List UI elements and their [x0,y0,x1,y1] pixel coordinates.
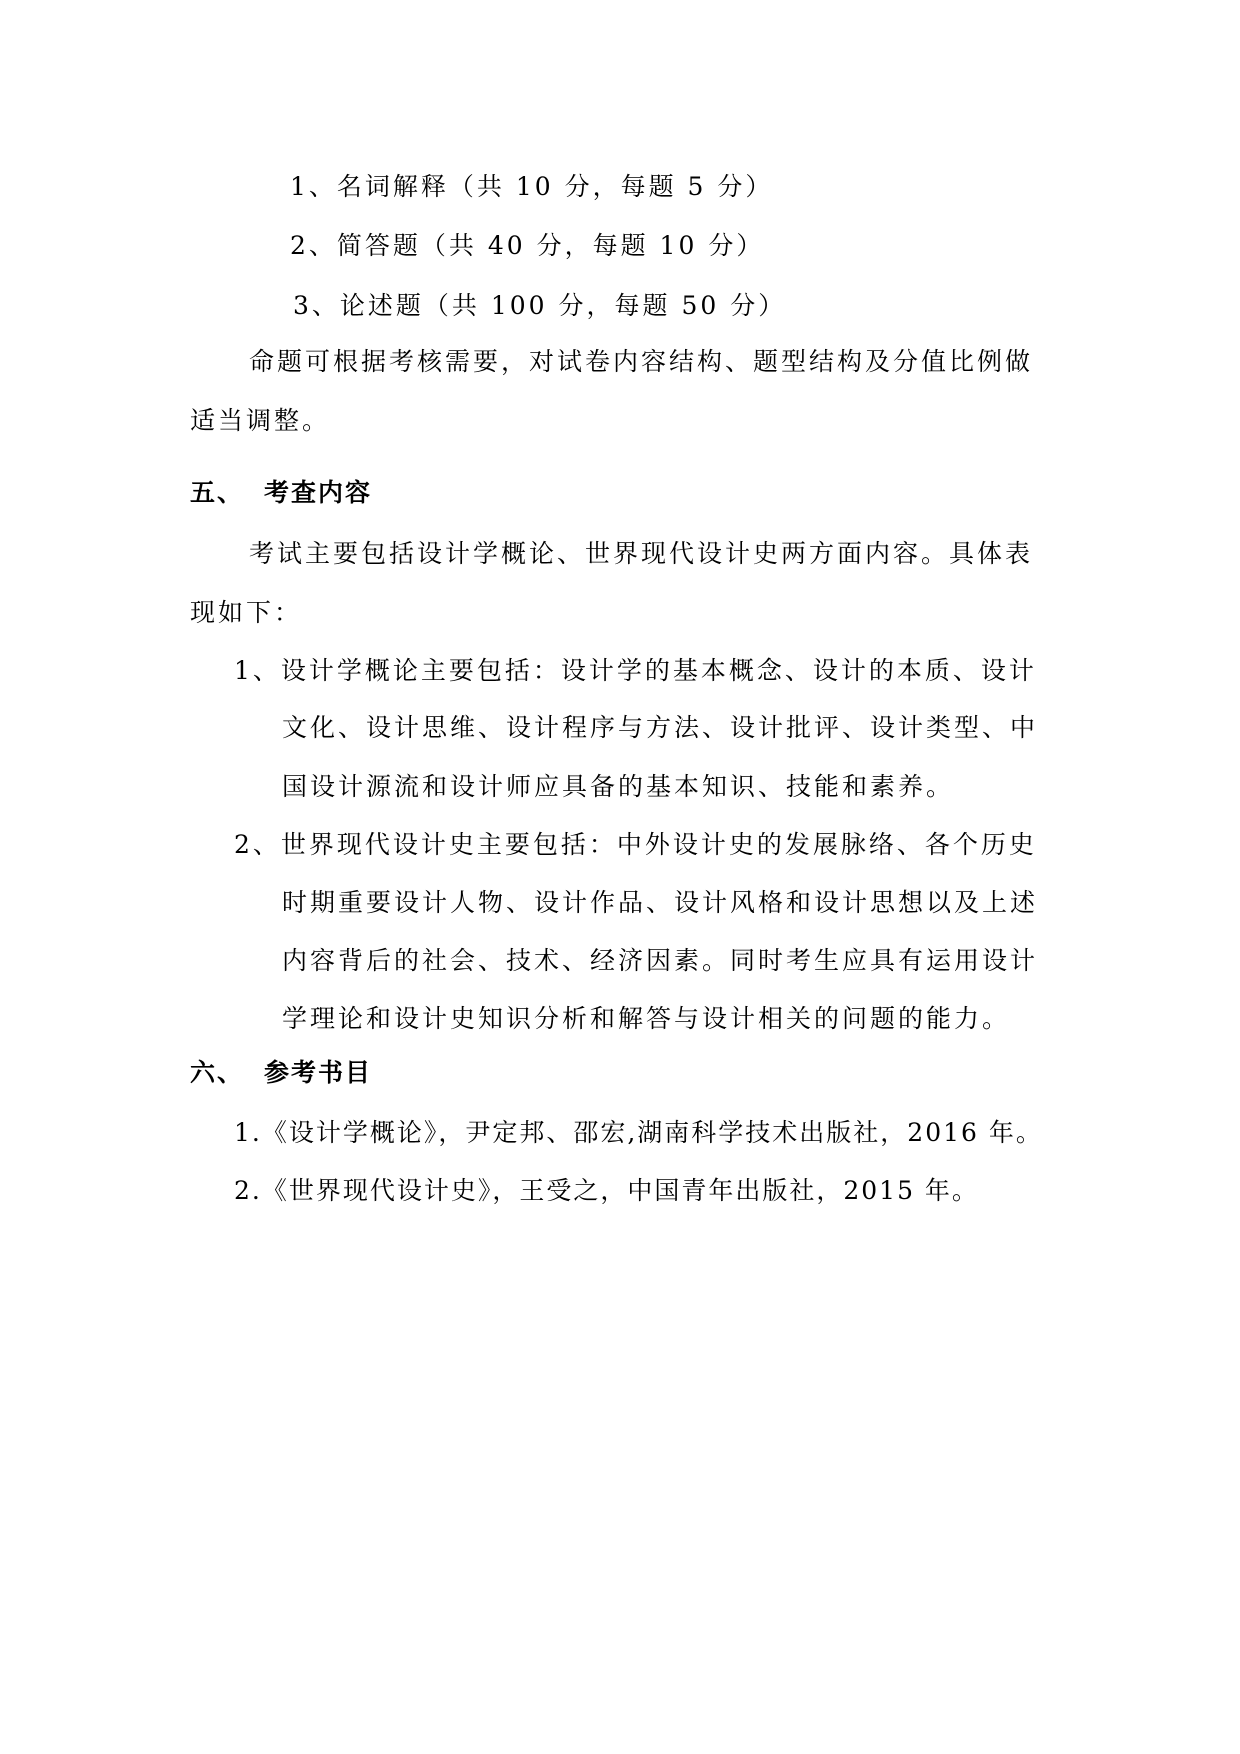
content-intro-line: 考试主要包括设计学概论、世界现代设计史两方面内容。具体表 [249,539,1034,568]
reference-item: 1.《设计学概论》，尹定邦、邵宏,湖南科学技术出版社，2016 年。 [234,1118,1043,1147]
reference-item: 2.《世界现代设计史》，王受之，中国青年出版社，2015 年。 [234,1176,979,1205]
format-note-line: 命题可根据考核需要，对试卷内容结构、题型结构及分值比例做 [249,347,1034,376]
section-title: 考查内容 [264,478,373,507]
content-item-line: 学理论和设计史知识分析和解答与设计相关的问题的能力。 [282,1004,1011,1033]
section-number: 五、 [190,478,245,507]
content-item-line: 国设计源流和设计师应具备的基本知识、技能和素养。 [282,772,955,801]
section-heading-references [190,1056,372,1090]
content-item-line: 1、设计学概论主要包括：设计学的基本概念、设计的本质、设计 [234,656,1037,685]
format-item-short-answer: 2、简答题（共 40 分，每题 10 分） [290,231,765,260]
content-item-line: 时期重要设计人物、设计作品、设计风格和设计思想以及上述 [282,888,1039,917]
content-intro-line: 现如下： [190,598,303,627]
content-item-line: 文化、设计思维、设计程序与方法、设计批评、设计类型、中 [282,713,1039,742]
format-note-line: 适当调整。 [190,406,331,435]
format-item-noun-explanation: 1、名词解释（共 10 分，每题 5 分） [290,172,774,201]
section-heading-content [190,476,372,510]
content-item-line: 内容背后的社会、技术、经济因素。同时考生应具有运用设计 [282,946,1039,975]
content-item-line: 2、世界现代设计史主要包括：中外设计史的发展脉络、各个历史 [234,830,1037,859]
section-title: 参考书目 [264,1058,373,1087]
section-number: 六、 [190,1058,245,1087]
format-item-essay: 3、论述题（共 100 分，每题 50 分） [293,291,787,320]
